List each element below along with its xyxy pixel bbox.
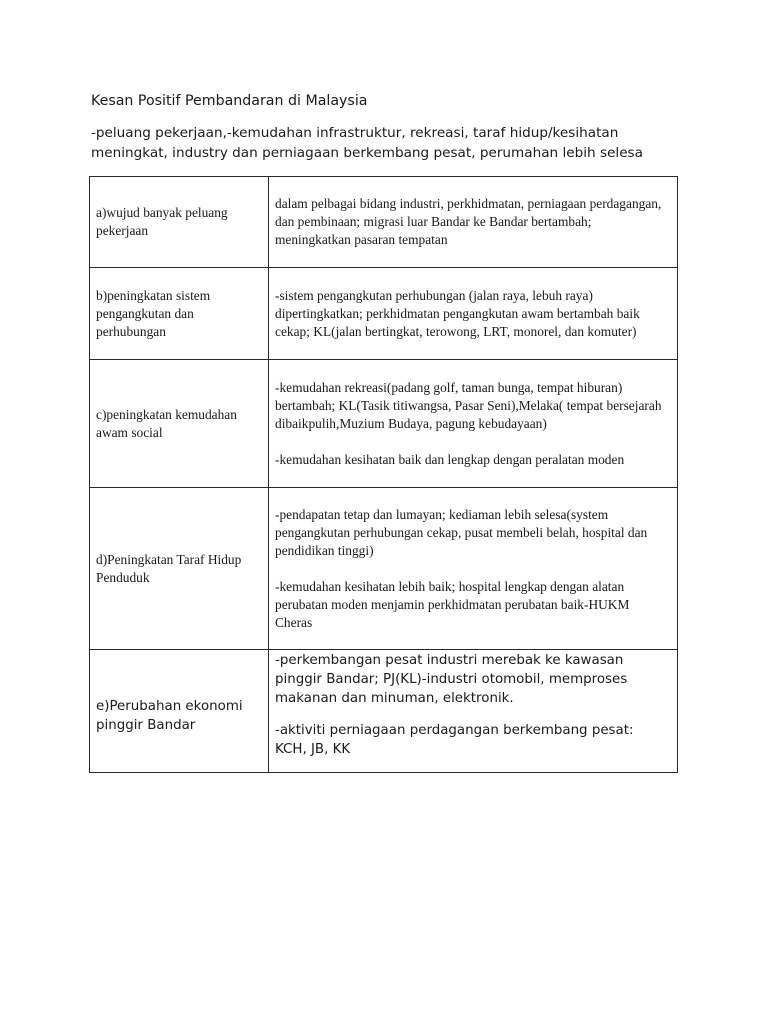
row-description (269, 360, 678, 488)
table-row (90, 177, 678, 268)
table-row (90, 650, 678, 773)
row-label: b)peningkatan sistem pengangkutan dan perhubungan (90, 268, 269, 360)
intro-paragraph (91, 123, 691, 163)
table-row (90, 268, 678, 360)
table-row (90, 360, 678, 488)
description-paragraph: -pendapatan tetap dan lumayan; kediaman lebih selesa(system pengangkutan perhubungan cekap, pusat membeli belah, hospital dan pendidikan tinggi) (275, 506, 648, 558)
intro-line: -peluang pekerjaan,-kemudahan infrastruktur, rekreasi, taraf hidup/kesihatan (91, 125, 619, 141)
row-description (269, 177, 678, 268)
row-label: c)peningkatan kemudahan awam social (90, 360, 269, 488)
urbanization-effects-table (89, 176, 678, 773)
description-paragraph: dalam pelbagai bidang industri, perkhidmatan, perniagaan perdagangan, dan pembinaan; migrasi luar Bandar ke Bandar bertambah; meningkatkan pasaran tempatan (275, 196, 662, 247)
description-paragraph: -aktiviti perniagaan perdagangan berkembang pesat: KCH, JB, KK (275, 723, 634, 757)
row-label: d)Peningkatan Taraf Hidup Penduduk (90, 488, 269, 650)
table-row (90, 488, 678, 650)
row-label: a)wujud banyak peluang pekerjaan (90, 177, 269, 268)
description-paragraph: -kemudahan rekreasi(padang golf, taman bunga, tempat hiburan) bertambah; KL(Tasik titiwangsa, Pasar Seni),Melaka( tempat bersejarah dibaikpulih,Muzium Budaya, pagung kebudayaan) (275, 379, 662, 431)
description-paragraph: -sistem pengangkutan perhubungan (jalan raya, lebuh raya) dipertingkatkan; perkhidmatan pengangkutan awam bertambah baik cekap; KL(jalan bertingkat, terowong, LRT, monorel, dan komuter) (275, 287, 640, 339)
description-paragraph: -perkembangan pesat industri merebak ke kawasan pinggir Bandar; PJ(KL)-industri otomobil, memproses makanan dan minuman, elektronik. (275, 653, 628, 706)
intro-line: meningkat, industry dan perniagaan berkembang pesat, perumahan lebih selesa (91, 145, 643, 161)
row-description (269, 268, 678, 360)
description-paragraph: -kemudahan kesihatan baik dan lengkap dengan peralatan moden (275, 451, 625, 467)
description-paragraph: -kemudahan kesihatan lebih baik; hospital lengkap dengan alatan perubatan moden menjamin perkhidmatan perubatan baik-HUKM Cheras (275, 578, 630, 630)
row-description (269, 650, 678, 773)
row-description (269, 488, 678, 650)
row-label: e)Perubahan ekonomi pinggir Bandar (90, 650, 269, 773)
document-title: Kesan Positif Pembandaran di Malaysia (91, 93, 368, 109)
